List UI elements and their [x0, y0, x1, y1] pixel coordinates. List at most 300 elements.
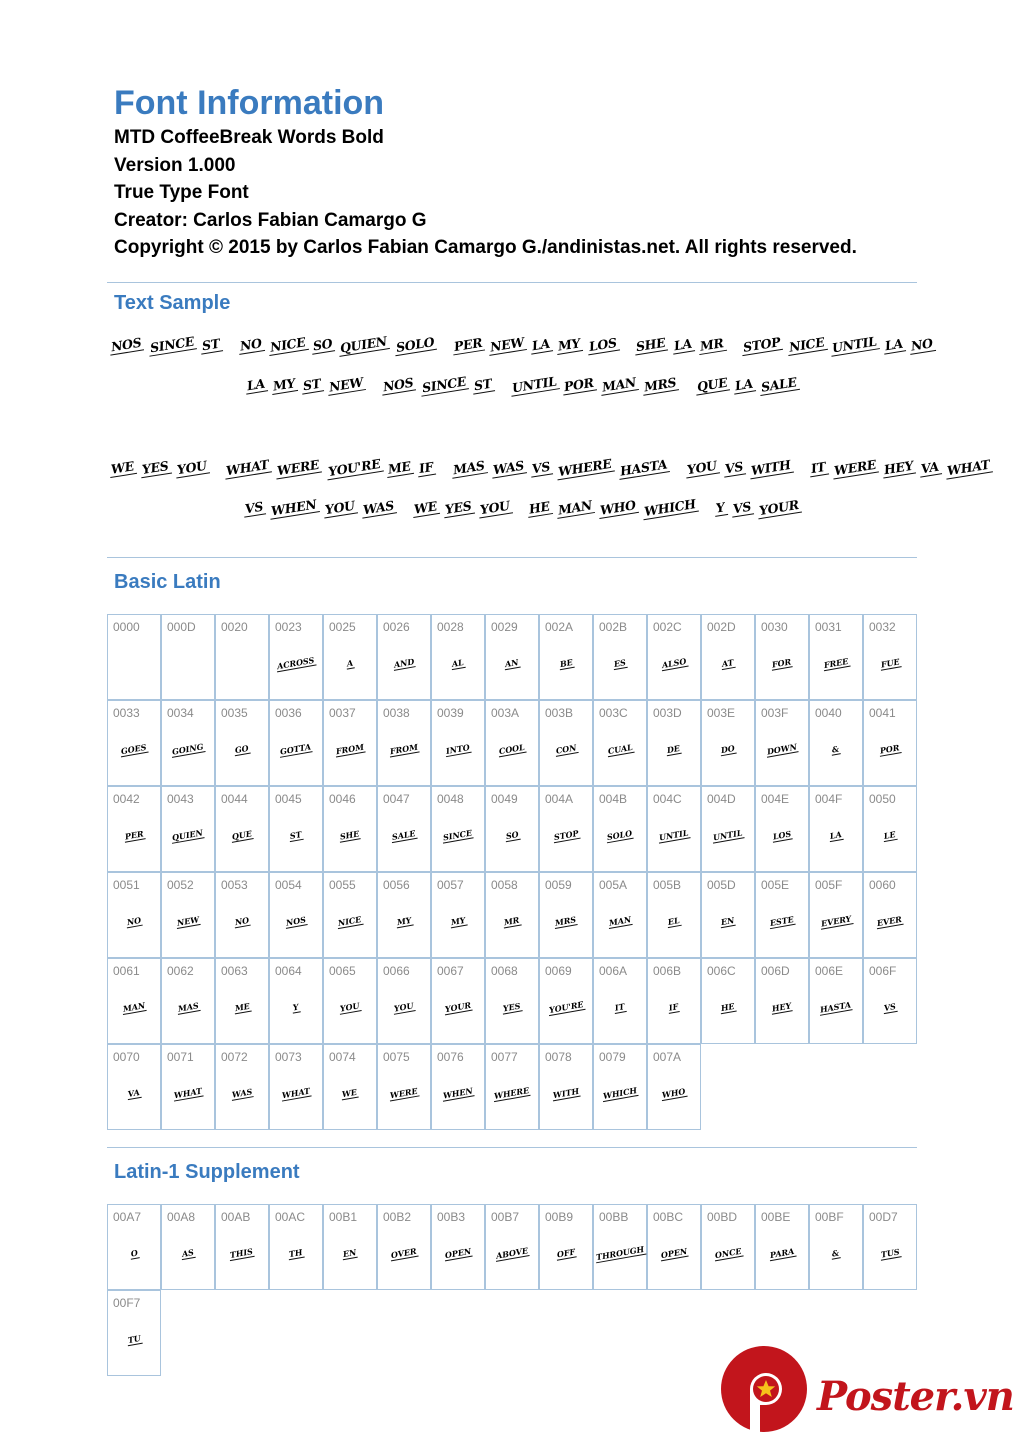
sample-word: WHICH — [641, 495, 699, 520]
glyph-preview — [378, 911, 430, 929]
sample-word: WAS — [490, 457, 527, 478]
glyph-word: GOING — [171, 741, 205, 757]
glyph-word: IT — [614, 1001, 626, 1013]
glyph-cell — [539, 786, 593, 872]
glyph-cell — [485, 614, 539, 700]
glyph-preview — [540, 653, 592, 671]
glyph-code: 0051 — [113, 878, 140, 892]
glyph-word: MRS — [554, 914, 578, 928]
glyph-cell — [269, 700, 323, 786]
glyph-code: 0028 — [437, 620, 464, 634]
glyph-word: UNTIL — [712, 827, 744, 843]
glyph-preview — [648, 739, 700, 757]
glyph-word: IF — [668, 1001, 680, 1013]
glyph-cell — [431, 958, 485, 1044]
glyph-code: 0056 — [383, 878, 410, 892]
glyph-word: UNTIL — [658, 827, 690, 843]
glyph-word: VS — [883, 1001, 897, 1013]
glyph-cell — [269, 872, 323, 958]
glyph-code: 0037 — [329, 706, 356, 720]
page-title: Font Information — [114, 84, 385, 122]
glyph-preview — [594, 825, 646, 843]
glyph-cell — [593, 1044, 647, 1130]
glyph-cell — [647, 958, 701, 1044]
glyph-cell — [863, 1204, 917, 1290]
glyph-preview — [648, 1243, 700, 1261]
glyph-preview — [432, 825, 484, 843]
glyph-code: 006B — [653, 964, 682, 978]
glyph-word: DOWN — [766, 741, 798, 757]
sample-word: MR — [697, 335, 727, 355]
glyph-word: SHE — [339, 828, 361, 842]
glyph-cell — [755, 786, 809, 872]
glyph-code: 00AB — [221, 1210, 251, 1224]
glyph-word: EN — [720, 914, 736, 928]
sample-word: LA — [671, 335, 695, 354]
glyph-preview — [594, 1083, 646, 1101]
glyph-word: POR — [879, 742, 901, 756]
glyph-cell — [377, 700, 431, 786]
sample-word: MRS — [641, 374, 679, 395]
glyph-cell — [485, 1204, 539, 1290]
glyph-word: YOU — [339, 1000, 361, 1014]
glyph-cell — [593, 700, 647, 786]
glyph-preview — [864, 997, 916, 1015]
sample-line — [107, 488, 937, 528]
sample-word: MY — [270, 375, 298, 395]
glyph-code: 0055 — [329, 878, 356, 892]
sample-word: MY — [555, 335, 583, 355]
glyph-preview — [756, 739, 808, 757]
glyph-word: YOU — [393, 1000, 415, 1014]
glyph-code: 005E — [761, 878, 790, 892]
glyph-word: AT — [721, 657, 735, 669]
glyph-cell — [809, 614, 863, 700]
glyph-cell — [215, 614, 269, 700]
sample-word: YOU — [684, 457, 720, 478]
glyph-preview — [162, 739, 214, 757]
sample-word: HASTA — [617, 456, 670, 480]
glyph-word: YES — [502, 1000, 522, 1014]
glyph-code: 002A — [545, 620, 574, 634]
sample-word: WE — [411, 498, 440, 518]
glyph-cell — [701, 1204, 755, 1290]
sample-word: WHAT — [944, 456, 993, 479]
glyph-word: ONCE — [713, 1245, 742, 1261]
sample-word: QUIEN — [337, 333, 390, 357]
sample-word: LA — [529, 335, 553, 354]
glyph-preview — [324, 1243, 376, 1261]
glyph-word: EVERY — [819, 913, 852, 929]
glyph-word: WHO — [661, 1086, 687, 1100]
glyph-code: 007A — [653, 1050, 682, 1064]
glyph-word: EL — [667, 915, 681, 927]
glyph-code: 0020 — [221, 620, 248, 634]
glyph-code: 0026 — [383, 620, 410, 634]
glyph-preview — [810, 739, 862, 757]
glyph-cell — [647, 700, 701, 786]
glyph-preview — [648, 997, 700, 1015]
glyph-code: 0038 — [383, 706, 410, 720]
glyph-code: 0050 — [869, 792, 896, 806]
glyph-cell — [809, 872, 863, 958]
glyph-preview — [108, 911, 160, 929]
glyph-cell — [161, 872, 215, 958]
glyph-word: TUS — [879, 1246, 900, 1260]
glyph-word: & — [831, 1247, 841, 1259]
sample-word: HEY — [881, 457, 916, 478]
glyph-preview — [702, 1243, 754, 1261]
glyph-code: 0034 — [167, 706, 194, 720]
glyph-code: 0031 — [815, 620, 842, 634]
glyph-word: ACROSS — [276, 654, 316, 672]
sample-word: NOS — [108, 334, 145, 355]
glyph-word: GOTTA — [279, 741, 313, 757]
sample-word: NICE — [267, 334, 309, 356]
glyph-word: MAN — [607, 914, 632, 928]
glyph-cell — [539, 1044, 593, 1130]
glyph-code: 0030 — [761, 620, 788, 634]
glyph-cell — [647, 872, 701, 958]
glyph-code: 00B2 — [383, 1210, 412, 1224]
glyph-preview — [864, 825, 916, 843]
glyph-cell — [539, 614, 593, 700]
glyph-cell — [539, 700, 593, 786]
glyph-word: ABOVE — [495, 1245, 529, 1261]
latin1-heading: Latin-1 Supplement — [114, 1161, 300, 1183]
glyph-preview — [108, 825, 160, 843]
sample-word: NICE — [786, 334, 828, 356]
sample-word: WERE — [274, 456, 322, 479]
glyph-word: WHAT — [281, 1085, 311, 1101]
glyph-preview — [702, 911, 754, 929]
glyph-preview — [432, 1083, 484, 1101]
poster-vn-watermark — [720, 1345, 1020, 1441]
glyph-code: 0042 — [113, 792, 140, 806]
sample-word: ME — [385, 458, 414, 478]
glyph-code: 00D7 — [869, 1210, 898, 1224]
glyph-word: OFF — [555, 1246, 576, 1260]
glyph-preview — [756, 1243, 808, 1261]
glyph-code: 0040 — [815, 706, 842, 720]
sample-word: STOP — [740, 334, 783, 356]
glyph-code: 0052 — [167, 878, 194, 892]
glyph-cell — [539, 958, 593, 1044]
glyph-word: INTO — [445, 742, 471, 757]
glyph-preview — [108, 1243, 160, 1261]
glyph-code: 0046 — [329, 792, 356, 806]
glyph-word: PARA — [768, 1245, 795, 1261]
glyph-word: HEY — [771, 1000, 793, 1014]
glyph-code: 0053 — [221, 878, 248, 892]
glyph-word: SO — [504, 828, 519, 842]
glyph-preview — [864, 739, 916, 757]
glyph-word: CON — [554, 742, 577, 756]
font-type: True Type Font — [114, 182, 249, 203]
glyph-cell — [485, 958, 539, 1044]
glyph-code: 004B — [599, 792, 628, 806]
sample-word: SOLO — [393, 334, 437, 356]
glyph-preview — [216, 1243, 268, 1261]
sample-word: POR — [561, 374, 597, 395]
glyph-cell — [539, 872, 593, 958]
sample-word: ST — [300, 375, 324, 394]
glyph-cell — [377, 614, 431, 700]
glyph-cell — [863, 614, 917, 700]
glyph-code: 0077 — [491, 1050, 518, 1064]
glyph-cell — [377, 1204, 431, 1290]
glyph-word: WHICH — [602, 1085, 638, 1101]
glyph-preview — [486, 997, 538, 1015]
glyph-cell — [215, 1204, 269, 1290]
glyph-cell — [377, 1044, 431, 1130]
glyph-word: AL — [451, 657, 465, 669]
glyph-code: 0075 — [383, 1050, 410, 1064]
sample-word: QUE — [694, 374, 731, 395]
glyph-code: 0033 — [113, 706, 140, 720]
sample-word: LOS — [585, 334, 619, 355]
glyph-cell — [269, 1204, 323, 1290]
glyph-preview — [432, 653, 484, 671]
glyph-preview — [540, 1243, 592, 1261]
glyph-code: 0079 — [599, 1050, 626, 1064]
sample-word: UNTIL — [509, 373, 560, 396]
glyph-code: 0063 — [221, 964, 248, 978]
glyph-preview — [216, 1083, 268, 1101]
sample-word: SINCE — [419, 373, 469, 396]
glyph-cell — [323, 872, 377, 958]
glyph-cell — [377, 872, 431, 958]
basic-latin-heading: Basic Latin — [114, 571, 221, 593]
glyph-word: ESTE — [769, 914, 795, 929]
glyph-cell — [647, 614, 701, 700]
glyph-preview — [432, 997, 484, 1015]
glyph-cell — [323, 1044, 377, 1130]
sample-word: NO — [908, 335, 936, 355]
glyph-preview — [810, 1243, 862, 1261]
poster-logo-icon — [720, 1345, 816, 1441]
font-metadata — [114, 124, 857, 262]
glyph-preview — [702, 825, 754, 843]
glyph-preview — [594, 653, 646, 671]
sample-word: LA — [882, 335, 906, 354]
glyph-code: 00B1 — [329, 1210, 358, 1224]
glyph-word: NO — [233, 914, 250, 928]
sample-word: MAN — [555, 497, 595, 519]
glyph-word: SINCE — [442, 827, 474, 843]
glyph-preview — [594, 997, 646, 1015]
glyph-preview — [162, 911, 214, 929]
glyph-cell — [269, 1044, 323, 1130]
glyph-cell — [107, 614, 161, 700]
glyph-code: 0078 — [545, 1050, 572, 1064]
glyph-cell — [161, 1204, 215, 1290]
glyph-preview — [216, 911, 268, 929]
sample-word: Y — [713, 499, 728, 517]
glyph-word: SALE — [391, 828, 417, 842]
glyph-word: WHEN — [442, 1085, 474, 1101]
sample-word: ST — [471, 375, 495, 394]
glyph-preview — [486, 1243, 538, 1261]
glyph-code: 0061 — [113, 964, 140, 978]
glyph-code: 00B3 — [437, 1210, 466, 1224]
glyph-code: 002B — [599, 620, 628, 634]
glyph-cell — [809, 1204, 863, 1290]
glyph-word: SOLO — [606, 827, 634, 843]
glyph-preview — [486, 739, 538, 757]
glyph-word: QUE — [231, 828, 253, 842]
sample-word: WHEN — [269, 496, 321, 520]
glyph-word: OVER — [390, 1245, 418, 1261]
glyph-cell — [215, 700, 269, 786]
glyph-code: 0044 — [221, 792, 248, 806]
glyph-code: 00BD — [707, 1210, 738, 1224]
glyph-code: 0060 — [869, 878, 896, 892]
glyph-word: ALSO — [660, 655, 687, 671]
glyph-code: 0025 — [329, 620, 356, 634]
glyph-word: WITH — [552, 1085, 580, 1101]
glyph-preview — [648, 653, 700, 671]
glyph-code: 004D — [707, 792, 736, 806]
sample-line — [107, 365, 937, 405]
glyph-word: BE — [558, 656, 574, 670]
glyph-code: 0029 — [491, 620, 518, 634]
glyph-cell — [809, 958, 863, 1044]
glyph-cell — [701, 700, 755, 786]
glyph-code: 006E — [815, 964, 844, 978]
divider — [107, 282, 917, 283]
sample-word: NEW — [326, 374, 366, 396]
glyph-code: 005A — [599, 878, 628, 892]
glyph-cell — [323, 958, 377, 1044]
glyph-word: WHAT — [173, 1085, 203, 1101]
sample-word: WAS — [360, 497, 397, 518]
glyph-word: MY — [449, 914, 466, 928]
glyph-preview — [810, 825, 862, 843]
glyph-code: 005F — [815, 878, 843, 892]
glyph-cell — [161, 614, 215, 700]
glyph-code: 006A — [599, 964, 628, 978]
glyph-code: 00BB — [599, 1210, 629, 1224]
glyph-cell — [431, 1204, 485, 1290]
glyph-preview — [162, 997, 214, 1015]
glyph-cell — [431, 786, 485, 872]
poster-logo-text: Poster.vn — [817, 1373, 1014, 1420]
glyph-code: 0059 — [545, 878, 572, 892]
glyph-preview — [486, 911, 538, 929]
sample-word: NOS — [380, 374, 417, 395]
sample-word: LA — [244, 375, 268, 394]
sample-word: NO — [237, 335, 265, 355]
glyph-preview — [540, 911, 592, 929]
glyph-preview — [270, 653, 322, 671]
glyph-code: 00BE — [761, 1210, 791, 1224]
glyph-word: QUIEN — [171, 827, 205, 843]
glyph-word: TU — [126, 1332, 142, 1346]
glyph-cell — [215, 958, 269, 1044]
glyph-preview — [108, 1329, 160, 1347]
sample-word: NEW — [487, 334, 527, 356]
glyph-cell — [431, 614, 485, 700]
glyph-cell — [485, 700, 539, 786]
sample-word: SO — [310, 335, 336, 354]
glyph-word: MR — [503, 914, 521, 928]
glyph-cell — [107, 958, 161, 1044]
sample-word: YOUR — [756, 496, 802, 519]
font-name: MTD CoffeeBreak Words Bold — [114, 127, 384, 148]
glyph-cell — [863, 786, 917, 872]
glyph-cell — [755, 872, 809, 958]
glyph-word: EN — [342, 1246, 358, 1260]
glyph-word: YOU'RE — [547, 999, 584, 1015]
glyph-preview — [756, 997, 808, 1015]
glyph-word: AND — [392, 656, 415, 670]
glyph-code: 004E — [761, 792, 790, 806]
glyph-cell — [161, 958, 215, 1044]
sample-word: SINCE — [147, 333, 197, 356]
font-creator: Creator: Carlos Fabian Camargo G — [114, 209, 427, 231]
glyph-word: HASTA — [819, 999, 853, 1015]
font-version: Version 1.000 — [114, 154, 236, 176]
glyph-word: GOES — [120, 741, 148, 757]
glyph-preview — [324, 825, 376, 843]
glyph-cell — [377, 958, 431, 1044]
glyph-preview — [486, 825, 538, 843]
glyph-preview — [378, 1243, 430, 1261]
glyph-preview — [324, 1083, 376, 1101]
glyph-cell — [701, 958, 755, 1044]
glyph-preview — [756, 653, 808, 671]
glyph-preview — [108, 1083, 160, 1101]
glyph-code: 00A8 — [167, 1210, 196, 1224]
glyph-preview — [702, 653, 754, 671]
glyph-word: COOL — [498, 741, 526, 757]
glyph-cell — [431, 872, 485, 958]
glyph-cell — [323, 614, 377, 700]
glyph-cell — [161, 1044, 215, 1130]
glyph-word: NOS — [285, 914, 307, 928]
glyph-code: 004F — [815, 792, 843, 806]
glyph-preview — [486, 1083, 538, 1101]
glyph-code: 00A7 — [113, 1210, 142, 1224]
glyph-preview — [756, 911, 808, 929]
glyph-code: 003D — [653, 706, 682, 720]
glyph-word: NEW — [175, 914, 200, 928]
glyph-cell — [161, 700, 215, 786]
text-sample-heading: Text Sample — [114, 292, 231, 314]
sample-word: IF — [416, 458, 436, 477]
sample-word: YOU — [476, 497, 512, 518]
glyph-cell — [269, 958, 323, 1044]
glyph-cell — [863, 872, 917, 958]
glyph-code: 0054 — [275, 878, 302, 892]
sample-word: MAS — [450, 457, 488, 478]
glyph-word: NO — [125, 914, 142, 928]
sample-word: VA — [918, 458, 942, 477]
glyph-cell — [755, 958, 809, 1044]
glyph-code: 0064 — [275, 964, 302, 978]
glyph-cell — [755, 700, 809, 786]
glyph-preview — [378, 739, 430, 757]
glyph-word: AS — [181, 1247, 195, 1259]
glyph-preview — [864, 653, 916, 671]
glyph-cell — [215, 872, 269, 958]
glyph-cell — [755, 614, 809, 700]
glyph-word: HE — [720, 1000, 736, 1014]
glyph-cell — [593, 958, 647, 1044]
glyph-preview — [810, 653, 862, 671]
glyph-preview — [216, 997, 268, 1015]
